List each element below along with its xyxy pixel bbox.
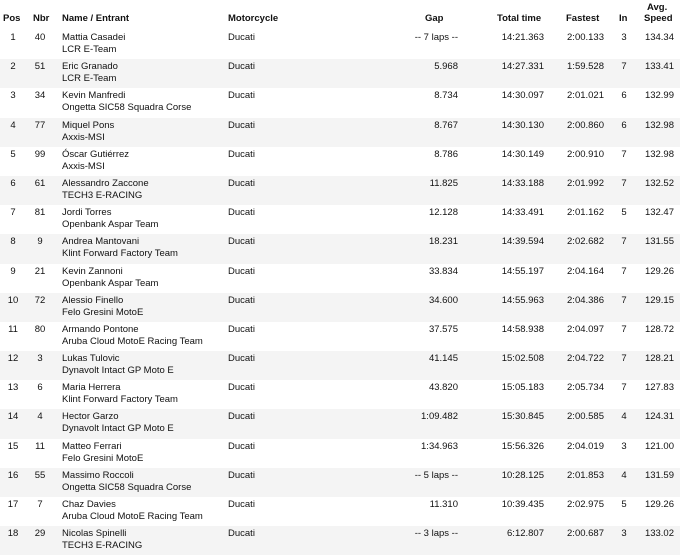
rider-name-cell: Armando Pontone	[62, 323, 139, 335]
motorcycle-cell: Ducati	[228, 323, 255, 335]
avg-speed-cell: 131.59	[644, 469, 674, 481]
rider-name-cell: Alessio Finello	[62, 294, 124, 306]
table-header	[0, 0, 680, 30]
total-time-cell: 14:30.097	[501, 90, 544, 102]
avg-speed-cell: 132.98	[644, 148, 674, 160]
avg-speed-cell: 132.99	[644, 90, 674, 102]
avg-speed-cell: 121.00	[644, 440, 674, 452]
gap-cell: 18.231	[428, 236, 458, 248]
avg-speed-cell: 128.21	[644, 353, 674, 365]
rider-name-cell: Óscar Gutiérrez	[62, 148, 130, 160]
position-cell: 12	[7, 353, 19, 365]
position-cell: 13	[7, 382, 19, 394]
fastest-in-lap-cell: 7	[621, 323, 627, 335]
rider-name-cell: Maria Herrera	[62, 382, 121, 394]
fastest-lap-cell: 2:00.860	[567, 119, 604, 131]
rider-number-cell: 72	[34, 294, 46, 306]
avg-speed-cell: 134.34	[644, 32, 674, 43]
total-time-cell: 14:21.363	[501, 32, 544, 43]
position-cell: 7	[10, 207, 16, 219]
header-total-time: Total time	[497, 13, 542, 24]
fastest-lap-cell: 2:02.682	[567, 236, 604, 248]
rider-name-cell: Jordi Torres	[62, 207, 112, 219]
rider-name-cell: Miquel Pons	[62, 119, 115, 131]
motorcycle-cell: Ducati	[228, 119, 255, 131]
avg-speed-cell: 131.55	[644, 236, 674, 248]
table-row	[0, 88, 680, 117]
gap-cell: 11.825	[429, 177, 458, 189]
entrant-cell: Aruba Cloud MotoE Racing Team	[62, 511, 203, 522]
motorcycle-cell: Ducati	[228, 411, 255, 423]
table-row	[0, 322, 680, 351]
header-fastest: Fastest	[566, 13, 600, 24]
entrant-cell: Axxis-MSI	[62, 131, 105, 143]
avg-speed-cell: 132.52	[644, 177, 674, 189]
entrant-cell: Felo Gresini MotoE	[62, 306, 144, 318]
table-row	[0, 234, 680, 263]
table-row	[0, 59, 680, 88]
total-time-cell: 15:56.326	[501, 440, 544, 452]
motorcycle-cell: Ducati	[228, 440, 255, 452]
gap-cell: 41.145	[428, 353, 458, 365]
rider-name-cell: Eric Granado	[62, 61, 118, 73]
rider-name-cell: Mattia Casadei	[62, 32, 126, 43]
entrant-cell: TECH3 E-RACING	[62, 540, 143, 552]
table-row	[0, 30, 680, 59]
total-time-cell: 14:55.963	[501, 294, 544, 306]
avg-speed-cell: 128.72	[644, 323, 674, 335]
position-cell: 4	[10, 119, 16, 131]
entrant-cell: Axxis-MSI	[62, 160, 105, 172]
gap-cell: 8.734	[434, 90, 458, 102]
total-time-cell: 15:05.183	[501, 382, 544, 394]
fastest-lap-cell: 2:01.992	[567, 177, 604, 189]
position-cell: 8	[10, 236, 16, 248]
fastest-lap-cell: 2:04.722	[567, 353, 604, 365]
entrant-cell: Dynavolt Intact GP Moto E	[62, 423, 174, 435]
position-cell: 17	[7, 499, 19, 510]
rider-number-cell: 40	[34, 32, 46, 43]
avg-speed-cell: 132.98	[644, 119, 674, 131]
motorcycle-cell: Ducati	[228, 148, 255, 160]
total-time-cell: 14:58.938	[501, 323, 544, 335]
motorcycle-cell: Ducati	[228, 207, 255, 219]
table-row	[0, 205, 680, 234]
entrant-cell: Aruba Cloud MotoE Racing Team	[62, 335, 203, 347]
fastest-lap-cell: 2:00.910	[567, 148, 604, 160]
position-cell: 10	[7, 294, 19, 306]
position-cell: 18	[7, 528, 19, 540]
table-row	[0, 264, 680, 293]
rider-number-cell: 9	[37, 236, 43, 248]
total-time-cell: 14:55.197	[501, 265, 544, 277]
fastest-in-lap-cell: 5	[621, 207, 627, 219]
motorcycle-cell: Ducati	[228, 353, 255, 365]
fastest-in-lap-cell: 3	[621, 32, 627, 43]
total-time-cell: 10:39.435	[501, 499, 544, 510]
motorcycle-cell: Ducati	[228, 236, 255, 248]
fastest-in-lap-cell: 4	[621, 469, 627, 481]
fastest-in-lap-cell: 7	[621, 353, 627, 365]
rider-number-cell: 29	[34, 528, 46, 540]
fastest-in-lap-cell: 7	[621, 382, 627, 394]
total-time-cell: 6:12.807	[507, 528, 544, 540]
entrant-cell: Klint Forward Factory Team	[62, 248, 178, 260]
fastest-lap-cell: 2:04.386	[567, 294, 604, 306]
rider-name-cell: Nicolas Spinelli	[62, 528, 127, 540]
table-row	[0, 118, 680, 147]
table-row	[0, 409, 680, 438]
fastest-in-lap-cell: 7	[621, 294, 627, 306]
fastest-in-lap-cell: 3	[621, 440, 627, 452]
avg-speed-cell: 132.47	[644, 207, 674, 219]
position-cell: 16	[7, 469, 19, 481]
total-time-cell: 14:30.149	[501, 148, 544, 160]
entrant-cell: Felo Gresini MotoE	[62, 452, 144, 464]
position-cell: 15	[7, 440, 19, 452]
position-cell: 14	[7, 411, 19, 423]
avg-speed-cell: 129.26	[644, 499, 674, 510]
fastest-in-lap-cell: 7	[621, 265, 627, 277]
avg-speed-cell: 129.15	[644, 294, 674, 306]
rider-number-cell: 7	[37, 499, 43, 510]
header-pos: Pos	[3, 13, 21, 24]
gap-cell: 5.968	[434, 61, 458, 73]
rider-number-cell: 81	[34, 207, 46, 219]
entrant-cell: Ongetta SIC58 Squadra Corse	[62, 102, 192, 114]
rider-name-cell: Lukas Tulovic	[62, 353, 120, 365]
gap-cell: 8.767	[434, 119, 458, 131]
rider-number-cell: 6	[37, 382, 43, 394]
fastest-lap-cell: 2:01.853	[567, 469, 604, 481]
fastest-in-lap-cell: 3	[621, 528, 627, 540]
motorcycle-cell: Ducati	[228, 32, 255, 43]
table-row	[0, 439, 680, 468]
results-table	[0, 30, 680, 555]
rider-name-cell: Alessandro Zaccone	[62, 177, 149, 189]
total-time-cell: 14:33.491	[501, 207, 544, 219]
position-cell: 3	[10, 90, 16, 102]
fastest-lap-cell: 2:01.021	[567, 90, 604, 102]
motorcycle-cell: Ducati	[228, 382, 255, 394]
table-row	[0, 468, 680, 497]
rider-number-cell: 61	[34, 177, 46, 189]
rider-number-cell: 11	[35, 440, 45, 452]
fastest-lap-cell: 2:05.734	[567, 382, 604, 394]
rider-number-cell: 51	[34, 61, 46, 73]
fastest-in-lap-cell: 7	[621, 148, 627, 160]
fastest-in-lap-cell: 5	[621, 499, 627, 510]
gap-cell: 37.575	[428, 323, 458, 335]
total-time-cell: 14:33.188	[501, 177, 544, 189]
rider-number-cell: 55	[34, 469, 46, 481]
fastest-lap-cell: 2:00.585	[567, 411, 604, 423]
entrant-cell: Klint Forward Factory Team	[62, 394, 178, 406]
fastest-in-lap-cell: 4	[621, 411, 627, 423]
rider-name-cell: Chaz Davies	[62, 499, 116, 510]
rider-name-cell: Kevin Zannoni	[62, 265, 123, 277]
avg-speed-cell: 133.41	[644, 61, 674, 73]
rider-name-cell: Andrea Mantovani	[62, 236, 140, 248]
avg-speed-cell: 129.26	[644, 265, 674, 277]
header-avg: Avg.	[647, 2, 668, 13]
table-row	[0, 176, 680, 205]
table-row	[0, 147, 680, 176]
rider-number-cell: 21	[34, 265, 46, 277]
fastest-lap-cell: 2:04.019	[567, 440, 604, 452]
rider-number-cell: 77	[34, 119, 46, 131]
fastest-lap-cell: 2:04.164	[567, 265, 604, 277]
motorcycle-cell: Ducati	[228, 177, 255, 189]
gap-cell: -- 3 laps --	[414, 528, 458, 540]
position-cell: 5	[10, 148, 16, 160]
gap-cell: 12.128	[428, 207, 458, 219]
header-gap: Gap	[425, 13, 444, 24]
avg-speed-cell: 127.83	[644, 382, 674, 394]
position-cell: 11	[8, 323, 18, 335]
entrant-cell: Openbank Aspar Team	[62, 277, 159, 289]
entrant-cell: LCR E-Team	[62, 73, 117, 85]
rider-number-cell: 4	[37, 411, 43, 423]
header-in: In	[619, 13, 628, 24]
header-speed: Speed	[644, 13, 673, 24]
motorcycle-cell: Ducati	[228, 294, 255, 306]
motorcycle-cell: Ducati	[228, 265, 255, 277]
fastest-lap-cell: 2:04.097	[567, 323, 604, 335]
gap-cell: 33.834	[428, 265, 458, 277]
position-cell: 1	[10, 32, 16, 43]
total-time-cell: 15:30.845	[501, 411, 544, 423]
rider-name-cell: Massimo Roccoli	[62, 469, 134, 481]
position-cell: 9	[10, 265, 16, 277]
entrant-cell: Ongetta SIC58 Squadra Corse	[62, 481, 192, 493]
total-time-cell: 14:30.130	[501, 119, 544, 131]
table-row	[0, 351, 680, 380]
motorcycle-cell: Ducati	[228, 499, 255, 510]
gap-cell: 43.820	[428, 382, 458, 394]
fastest-in-lap-cell: 7	[621, 236, 627, 248]
fastest-lap-cell: 2:02.975	[567, 499, 604, 510]
rider-name-cell: Matteo Ferrari	[62, 440, 122, 452]
fastest-lap-cell: 1:59.528	[567, 61, 604, 73]
table-row	[0, 526, 680, 555]
rider-number-cell: 34	[34, 90, 46, 102]
fastest-in-lap-cell: 6	[621, 119, 627, 131]
header-nbr: Nbr	[33, 13, 50, 24]
gap-cell: 8.786	[434, 148, 458, 160]
rider-name-cell: Kevin Manfredi	[62, 90, 126, 102]
motorcycle-cell: Ducati	[228, 90, 255, 102]
fastest-lap-cell: 2:01.162	[567, 207, 604, 219]
fastest-lap-cell: 2:00.687	[567, 528, 604, 540]
avg-speed-cell: 124.31	[644, 411, 674, 423]
entrant-cell: LCR E-Team	[62, 44, 117, 55]
fastest-lap-cell: 2:00.133	[567, 32, 604, 43]
motorcycle-cell: Ducati	[228, 528, 255, 540]
entrant-cell: TECH3 E-RACING	[62, 189, 143, 201]
gap-cell: -- 7 laps --	[414, 32, 458, 43]
avg-speed-cell: 133.02	[644, 528, 674, 540]
table-row	[0, 293, 680, 322]
entrant-cell: Dynavolt Intact GP Moto E	[62, 365, 174, 377]
gap-cell: 1:09.482	[421, 411, 458, 423]
rider-number-cell: 99	[34, 148, 46, 160]
table-row	[0, 380, 680, 409]
total-time-cell: 15:02.508	[501, 353, 544, 365]
position-cell: 2	[10, 61, 16, 73]
header-name: Name / Entrant	[62, 13, 130, 24]
entrant-cell: Openbank Aspar Team	[62, 219, 159, 231]
fastest-in-lap-cell: 7	[621, 177, 627, 189]
header-motorcycle: Motorcycle	[228, 13, 279, 24]
gap-cell: -- 5 laps --	[414, 469, 458, 481]
gap-cell: 1:34.963	[421, 440, 458, 452]
fastest-in-lap-cell: 7	[621, 61, 627, 73]
motorcycle-cell: Ducati	[228, 469, 255, 481]
total-time-cell: 14:39.594	[501, 236, 544, 248]
rider-name-cell: Hector Garzo	[62, 411, 119, 423]
rider-number-cell: 3	[37, 353, 43, 365]
motorcycle-cell: Ducati	[228, 61, 255, 73]
gap-cell: 11.310	[429, 499, 458, 510]
rider-number-cell: 80	[34, 323, 46, 335]
fastest-in-lap-cell: 6	[621, 90, 627, 102]
total-time-cell: 10:28.125	[501, 469, 544, 481]
gap-cell: 34.600	[428, 294, 458, 306]
position-cell: 6	[10, 177, 16, 189]
total-time-cell: 14:27.331	[501, 61, 544, 73]
table-row	[0, 497, 680, 526]
